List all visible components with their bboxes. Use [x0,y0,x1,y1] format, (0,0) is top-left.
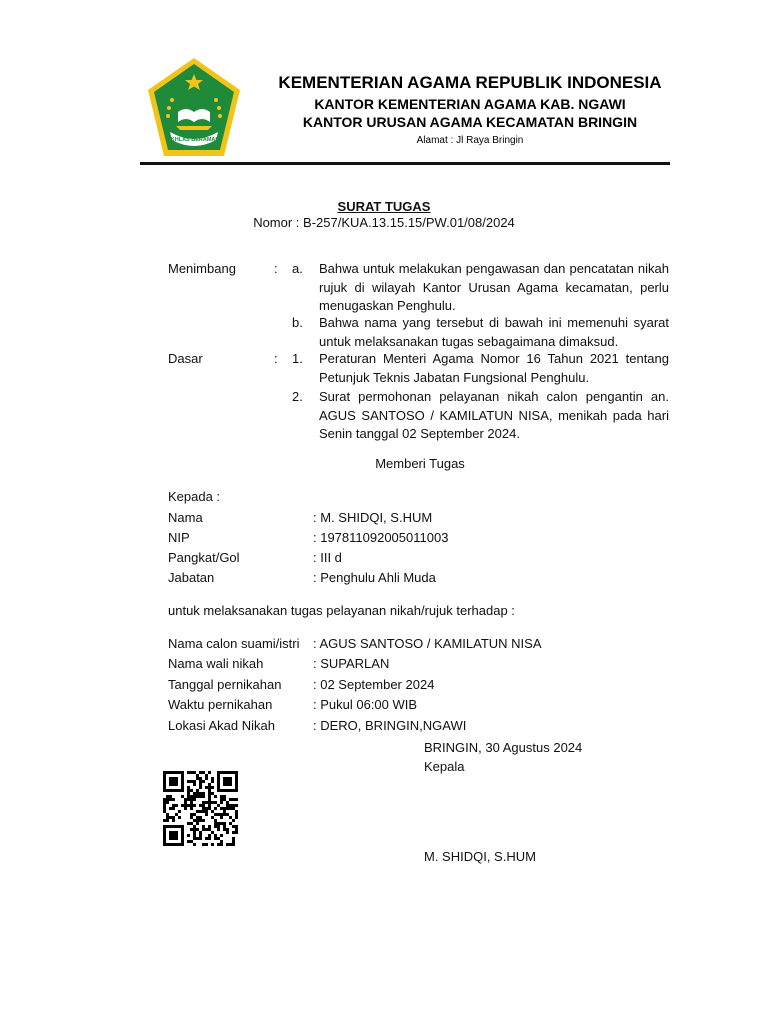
event-couple-value: : AGUS SANTOSO / KAMILATUN NISA [313,636,542,651]
event-time-value: : Pukul 06:00 WIB [313,697,418,712]
event-date-label: Tanggal pernikahan [168,677,282,692]
kepada-nip-label: NIP [168,530,190,545]
menimbang-a-text: Bahwa untuk melakukan pengawasan dan pencatatan nikah rujuk di wilayah Kantor Urusan Agama kecamatan, perlu menugaskan Penghulu. [319,261,669,313]
dasar-2-mark: 2. [292,389,303,404]
menimbang-b-mark: b. [292,315,303,330]
memberi-tugas-heading: Memberi Tugas [375,456,465,471]
kop-address: Alamat : Jl Raya Bringin [416,135,524,146]
event-date-value: : 02 September 2024 [313,677,435,692]
event-time-label: Waktu pernikahan [168,697,273,712]
menimbang-b-text: Bahwa nama yang tersebut di bawah ini memenuhi syarat untuk melaksanakan tugas sebagaimana dimaksud. [319,315,669,349]
event-wali-label: Nama wali nikah [168,656,264,671]
event-wali-value: : SUPARLAN [313,656,390,671]
kemenag-logo [146,56,242,160]
letterhead-divider [140,162,670,165]
dasar-1-text: Peraturan Menteri Agama Nomor 16 Tahun 2021 tentang Petunjuk Teknis Jabatan Fungsional Penghulu. [319,351,669,385]
kepada-jabatan-value: : Penghulu Ahli Muda [313,570,436,585]
kop-kua-office: KANTOR URUSAN AGAMA KECAMATAN BRINGIN [302,114,638,130]
kepada-nama-label: Nama [168,510,203,525]
kepada-label: Kepada : [168,489,221,504]
dasar-1-mark: 1. [292,351,303,366]
event-location-label: Lokasi Akad Nikah [168,718,275,733]
dasar-colon: : [274,351,278,366]
kepada-jabatan-label: Jabatan [168,570,215,585]
event-location-value: : DERO, BRINGIN,NGAWI [313,718,467,733]
dasar-label: Dasar [168,351,203,366]
dasar-2-text: Surat permohonan pelayanan nikah calon pengantin an. AGUS SANTOSO / KAMILATUN NISA, menikah pada hari Senin tanggal 02 September 2024. [319,389,669,441]
signature-name: M. SHIDQI, S.HUM [424,849,536,864]
kop-regency-office: KANTOR KEMENTERIAN AGAMA KAB. NGAWI [314,96,626,112]
purpose-text: untuk melaksanakan tugas pelayanan nikah/rujuk terhadap : [168,603,515,618]
kepada-nip-value: : 197811092005011003 [313,530,449,545]
kepada-pangkat-value: : III d [313,550,342,565]
qr-code [163,771,238,846]
kepada-nama-value: : M. SHIDQI, S.HUM [313,510,433,525]
event-couple-label: Nama calon suami/istri [168,636,300,651]
kepada-pangkat-label: Pangkat/Gol [168,550,240,565]
letter-number: Nomor : B-257/KUA.13.15.15/PW.01/08/2024 [253,215,515,230]
letter-title: SURAT TUGAS [337,199,431,214]
signature-place-date: BRINGIN, 30 Agustus 2024 [424,740,583,755]
menimbang-a-mark: a. [292,261,303,276]
signature-position: Kepala [424,759,465,774]
kop-ministry: KEMENTERIAN AGAMA REPUBLIK INDONESIA [278,73,662,92]
logo-text: IKHLAS BERAMAL [169,137,219,143]
menimbang-colon: : [274,261,278,276]
menimbang-label: Menimbang [168,261,236,276]
